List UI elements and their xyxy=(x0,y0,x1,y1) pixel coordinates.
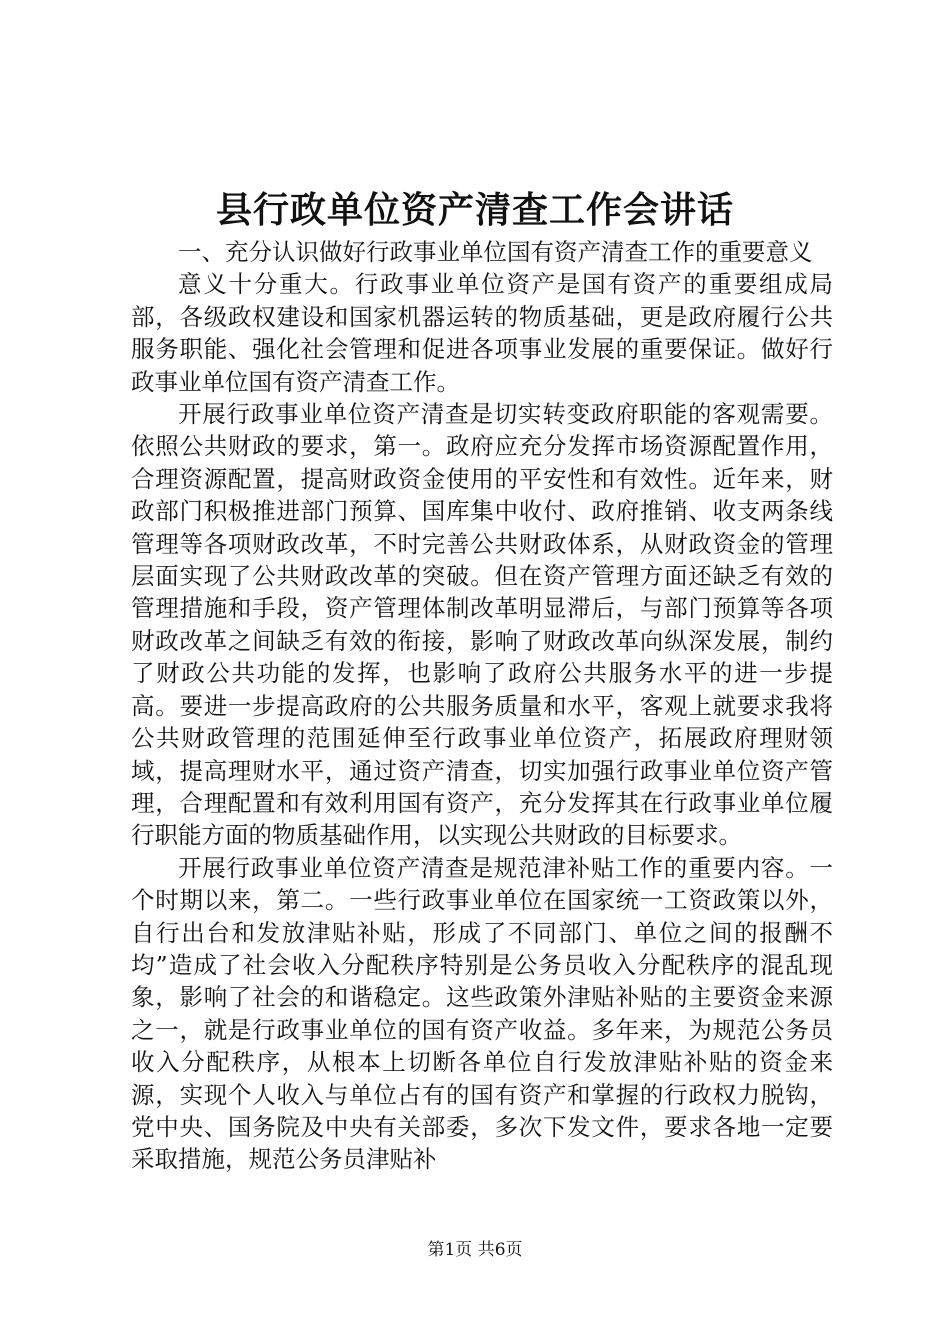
body-paragraph: 意义十分重大。行政事业单位资产是国有资产的重要组成局部，各级政权建设和国家机器运转的物质基础，更是政府履行公共服务职能、强化社会管理和促进各项事业发展的重要保证。做好行政事业单位国有资产清查工作。 xyxy=(131,270,833,396)
page-number-footer: 第1页 共6页 xyxy=(427,1240,523,1260)
document-title: 县行政单位资产清查工作会讲话 xyxy=(215,189,734,231)
body-paragraph: 开展行政事业单位资产清查是规范津补贴工作的重要内容。一个时期以来，第二。一些行政事业单位在国家统一工资政策以外，自行出台和发放津贴补贴，形成了不同部门、单位之间的报酬不均”造成了社会收入分配秩序特别是公务员收入分配秩序的混乱现象，影响了社会的和谐稳定。这些政策外津贴补贴的主要资金来源之一，就是行政事业单位的国有资产收益。多年来，为规范公务员收入分配秩序，从根本上切断各单位自行发放津贴补贴的资金来源，实现个人收入与单位占有的国有资产和掌握的行政权力脱钩，党中央、国务院及中央有关部委，多次下发文件，要求各地一定要采取措施，规范公务员津贴补 xyxy=(131,853,833,1174)
body-paragraph: 开展行政事业单位资产清查是切实转变政府职能的客观需要。依照公共财政的要求，第一。政府应充分发挥市场资源配置作用，合理资源配置，提高财政资金使用的平安性和有效性。近年来，财政部门积极推进部门预算、国库集中收付、政府推销、收支两条线管理等各项财政改革，不时完善公共财政体系，从财政资金的管理层面实现了公共财政改革的突破。但在资产管理方面还缺乏有效的管理措施和手段，资产管理体制改革明显滞后，与部门预算等各项财政改革之间缺乏有效的衔接，影响了财政改革向纵深发展，制约了财政公共功能的发挥，也影响了政府公共服务水平的进一步提高。要进一步提高政府的公共服务质量和水平，客观上就要求我将公共财政管理的范围延伸至行政事业单位资产，拓展政府理财领域，提高理财水平，通过资产清查，切实加强行政事业单位资产管理，合理配置和有效利用国有资产，充分发挥其在行政事业单位履行职能方面的物质基础作用，以实现公共财政的目标要求。 xyxy=(131,400,833,850)
document-body xyxy=(131,236,833,1176)
section-heading: 一、充分认识做好行政事业单位国有资产清查工作的重要意义 xyxy=(178,238,813,266)
